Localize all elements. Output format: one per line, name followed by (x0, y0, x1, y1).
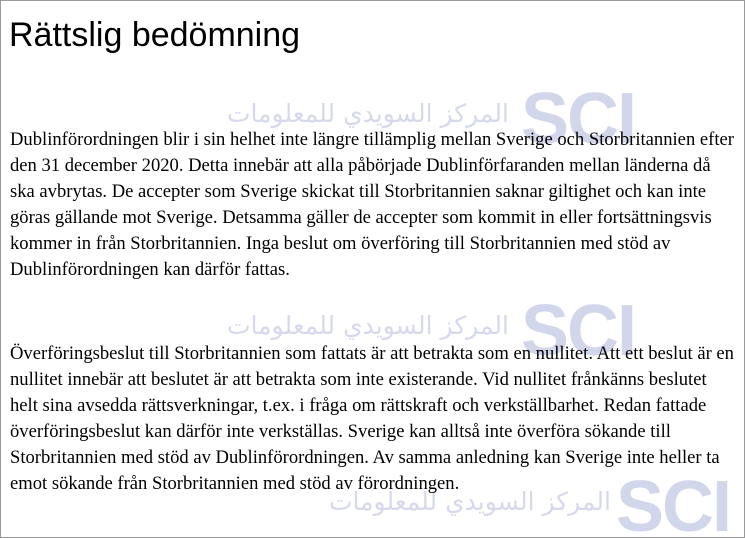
watermark-logo: SCI (521, 291, 636, 371)
page-title: Rättslig bedömning (9, 16, 301, 54)
body-paragraph: Dublinförordningen blir i sin helhet inte längre tillämplig mellan Sverige och Storbritannien efter den 31 december 2020. Detta innebär att alla påbörjade Dublinförfaranden mellan länderna då ska avbrytas. De accepter som Sverige skickat till Storbritannien saknar giltighet och kan inte göras gällande mot Sverige. Detsamma gäller de accepter som kommit in eller fortsättningsvis kommer in från Storbritannien. Inga beslut om överföring till Storbritannien med stöd av Dublinförordningen kan därför fattas. (10, 129, 734, 280)
watermark-logo: SCI (616, 467, 731, 538)
watermark-arabic-text: المركز السويدي للمعلومات (329, 487, 611, 516)
body-paragraph: Överföringsbeslut till Storbritannien som fattats är att betrakta som en nullitet. Att ett beslut är en nullitet innebär att beslutet är att betrakta som inte existerande. Vid nullitet frånkänns beslutet helt sina avsedda rättsverkningar, t.ex. i fråga om rättskraft och verkställbarhet. Redan fattade överföringsbeslut kan därför inte verkställas. Sverige kan alltså inte överföra sökande till Storbritannien med stöd av Dublinförordningen. Av samma anledning kan Sverige inte heller ta emot sökande från Storbritannien med stöd av förordningen. (10, 343, 734, 494)
watermark-arabic-text: المركز السويدي للمعلومات (227, 99, 509, 128)
watermark-logo: SCI (521, 79, 636, 159)
watermark-arabic-text: المركز السويدي للمعلومات (227, 311, 509, 340)
